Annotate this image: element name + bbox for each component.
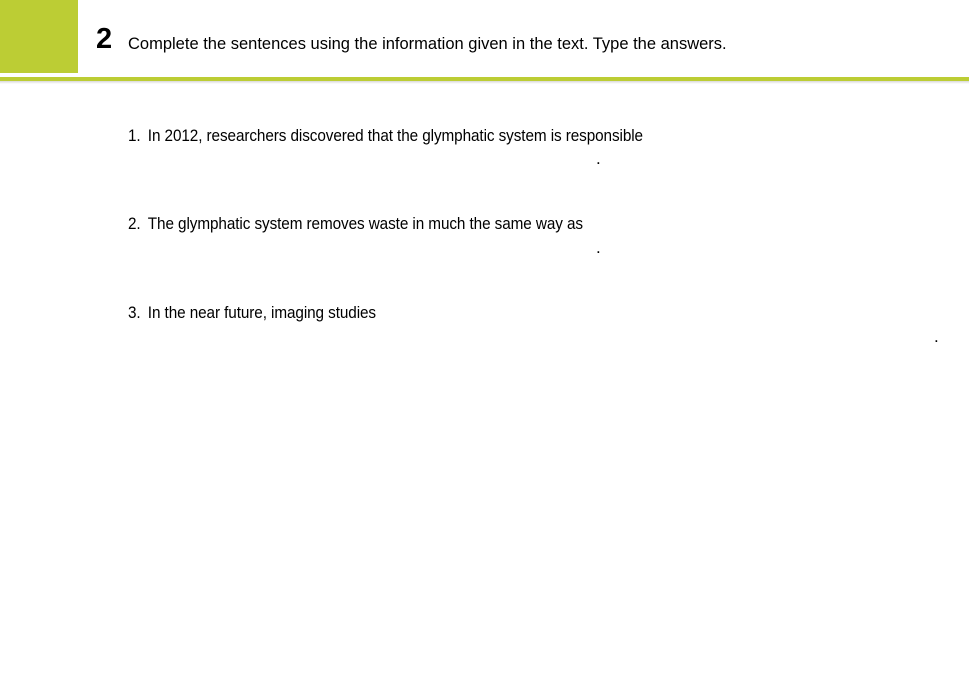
question-2-prompt: [128, 213, 583, 235]
question-3-prompt: [128, 302, 376, 324]
question-3-number: 3.: [128, 303, 141, 322]
question-1-period: .: [596, 149, 601, 168]
header-divider-shadow: [0, 81, 969, 84]
question-3-text: In the near future, imaging studies: [147, 303, 376, 322]
question-2-number: 2.: [128, 214, 141, 233]
question-1-answer-input[interactable]: [128, 147, 594, 167]
question-1-text: In 2012, researchers discovered that the glymphatic system is responsible: [147, 126, 643, 145]
exercise-instruction: Complete the sentences using the information given in the text. Type the answers.: [128, 35, 727, 53]
question-2-period: .: [596, 238, 601, 257]
question-3-period: .: [934, 327, 939, 346]
question-1-prompt: [128, 125, 643, 147]
question-2-answer-input[interactable]: [128, 235, 594, 255]
question-1-number: 1.: [128, 126, 141, 145]
exercise-number: 2: [96, 23, 113, 55]
question-2-text: The glymphatic system removes waste in much the same way as: [147, 214, 583, 233]
header-accent-block: [0, 0, 78, 73]
question-3-answer-input[interactable]: [128, 324, 932, 344]
